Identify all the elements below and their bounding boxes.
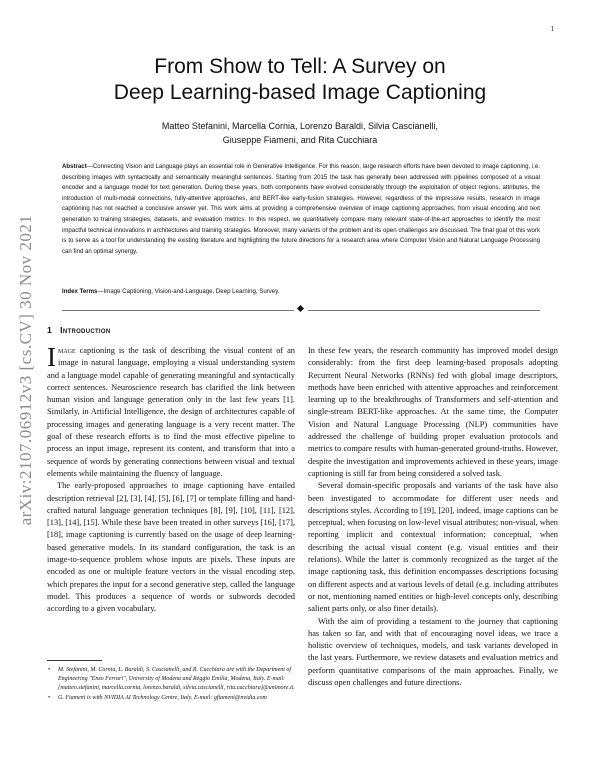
index-terms-text: —Image Captioning, Vision-and-Language, Deep Learning, Survey. [97,288,280,295]
intro-paragraph-5: With the aim of providing a testament to the journey that captioning has taken so far, and with that of encouraging novel ideas, we trace a holistic overview of techniques, models, and task variants developed in the last years. Furthermore, we review datasets and evaluation metrics and perform quantitative comparisons of the main approaches. Finally, we discuss open challenges and future directions. [308,616,558,688]
index-terms [62,287,540,297]
footnote-item: • G. Fiameni is with NVIDIA AI Technology Centre, Italy. E-mail: gfiameni@nvidia.com [47,694,295,703]
footnote-item: • M. Stefanini, M. Cornia, L. Baraldi, S. Cascianelli, and R. Cucchiara are with the Department of Engineering "Enzo Ferrari", University of Modena and Reggio Emilia, Modena, Italy. E-mail: {matteo.stefanini, marcella.cornia, lorenzo.baraldi, silvia.cascianelli, rita.cucchiara}@unimore.it. [47,666,295,694]
abstract [62,162,540,257]
section-divider [62,305,540,306]
divider-line-left [62,310,294,311]
title-line-2: Deep Learning-based Image Captioning [113,81,487,104]
authors [60,119,540,147]
abstract-label: Abstract [62,163,87,170]
intro-paragraph-4: Several domain-specific proposals and variants of the task have also been investigated to accommodate for different user needs and descriptions styles. According to [19], [20], indeed, image captions can be perceptual, when focusing on low-level visual attributes; non-visual, when reporting implicit and contextual information; conceptual, when describing the actual visual content (e.g. visual entities and their relations). While the latter is commonly recognized as the target of the image captioning task, this definition encompasses descriptions focusing on different aspects and at various levels of detail (e.g. including attributes or not, mentioning named entities or high-level concepts only, describing salient parts only, or also finer details). [308,481,558,614]
abstract-text: —Connecting Vision and Language plays an essential role in Generative Intelligence. For this reason, large research efforts have been devoted to image captioning, i.e. describing images with syntactically and semantically meaningful sentences. Starting from 2015 the task has generally been addressed with pipelines composed of a visual encoder and a language model for text generation. During these years, both components have evolved considerably through the exploitation of object regions, attributes, the introduction of multi-modal connections, fully-attentive approaches, and BERT-like early-fusion strategies. However, regardless of the impressive results, research in image captioning has not reached a conclusive answer yet. This work aims at providing a comprehensive overview of image captioning approaches, from visual encoding and text generation to training strategies, datasets, and evaluation metrics. In this respect, we quantitatively compare many relevant state-of-the-art approaches to identify the most impactful technical innovations in architectures and training strategies. Moreover, many variants of the problem and its open challenges are discussed. The final goal of this work is to serve as a tool for understanding the existing literature and highlighting the future directions for a research area where Computer Vision and Natural Language Processing can find an optimal synergy. [62,163,540,255]
paper-title [60,54,540,106]
divider-line-right [308,310,540,311]
section-number: 1 [47,325,53,335]
arxiv-id: arXiv:2107.06912v3 [cs.CV] 30 Nov 2021 [16,214,35,526]
title-line-1: From Show to Tell: A Survey on [154,55,446,78]
arxiv-stamp [16,115,36,625]
authors-line-2: Giuseppe Fiameni, and Rita Cucchiara [222,135,378,145]
intro-paragraph-3: In these few years, the research community has improved model design considerably: from the first deep learning-based proposals adopting Recurrent Neural Networks (RNNs) fed with global image descriptors, methods have been enriched with attentive approaches and reinforcement learning up to the breakthroughs of Transformers and self-attention and single-stream BERT-like approaches. At the same time, the Computer Vision and Natural Language Processing (NLP) communities have addressed the challenge of building proper evaluation protocols and metrics to compare results with human-generated ground-truths. However, despite the investigation and improvements achieved in these years, image captioning is still far from being considered a solved task. [308,346,558,478]
intro-paragraph-1 [47,342,295,480]
authors-line-1: Matteo Stefanini, Marcella Cornia, Lorenzo Baraldi, Silvia Cascianelli, [161,121,439,131]
index-terms-label: Index Terms [62,288,98,295]
intro-first-word: mage [58,346,76,355]
page-number: 1 [550,25,554,33]
footnote-rule [47,660,102,661]
left-column [47,342,295,616]
intro-paragraph-1-text: captioning is the task of describing the visual content of an image in natural language, employing a visual understanding system and a language model capable of generating meaningful and syntactically correct sentences. Neuroscience research has clarified the link between human vision and language generation only in the last few years [1]. Similarly, in Artificial Intelligence, the design of architectures capable of processing images and generating language is a very recent matter. The goal of these research efforts is to find the most effective pipeline to process an input image, represent its content, and transform that into a sequence of words by generating connections between visual and textual elements while maintaining the fluency of language. [47,346,295,478]
footnotes [47,666,295,703]
diamond-icon [297,305,304,312]
section-heading [47,325,111,335]
intro-paragraph-2: The early-proposed approaches to image captioning have entailed description retrieval [2], [3], [4], [5], [6], [7] or template filling and hand-crafted natural language generation techniques [8], [9], [10], [11], [12], [13], [14], [15]. While these have been treated in other surveys [16], [17], [18], image captioning is currently based on the usage of deep learning-based generative models. In its standard configuration, the task is an image-to-sequence problem whose inputs are pixels. These inputs are encoded as one or multiple feature vectors in the visual encoding step, which prepares the input for a second generative step, called the language model. This produces a sequence of words or subwords decoded according to a given vocabulary. [47,481,295,614]
right-column [308,345,558,689]
section-title: Introduction [60,325,111,335]
drop-cap: I [47,342,56,372]
